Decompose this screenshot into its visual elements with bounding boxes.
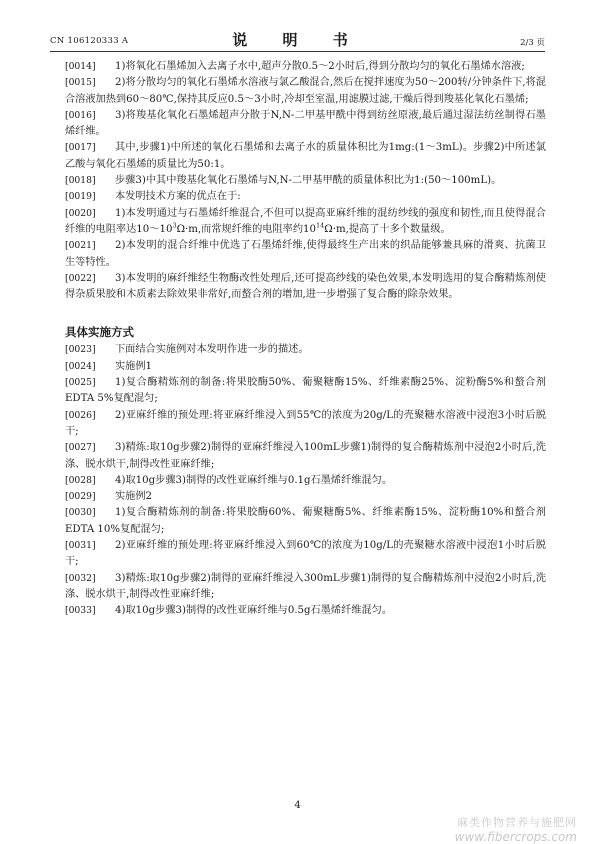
document-title: 说 明 书 xyxy=(232,31,363,49)
paragraph-number: [0021] xyxy=(65,240,96,252)
paragraph xyxy=(65,359,546,375)
paragraph-number: [0019] xyxy=(65,191,96,203)
paragraph-number: [0016] xyxy=(65,109,96,121)
paragraph-number: [0023] xyxy=(65,344,96,356)
superscript-exponent: 3 xyxy=(172,221,177,230)
page-number: 4 xyxy=(294,800,301,811)
publication-number: CN 106120333 A xyxy=(50,36,129,46)
paragraph-number: [0029] xyxy=(65,491,96,503)
page-indicator: 2/3 页 xyxy=(520,38,545,48)
paragraph-number: [0028] xyxy=(65,474,96,486)
paragraph-text: 2)将分散均匀的氧化石墨烯水溶液与氯乙酸混合,然后在搅拌速度为50～200转/分钟条件下,将混合溶液加热到60～80℃,保持其反应0.5～3小时,冷却至室温,用滤膜过滤,干燥后得到羧基化氧化石墨烯; xyxy=(65,77,546,105)
paragraph-text: 1)复合酶精炼剂的制备:将果胶酶50%、葡聚糖酶15%、纤维素酶25%、淀粉酶5%和螯合剂EDTA 5%复配混匀; xyxy=(65,377,546,405)
watermark-text: 麻类作物营养与施肥网 xyxy=(457,816,577,829)
watermark-url: www.fibercrops.com xyxy=(454,830,577,844)
paragraph-text: 3)本发明的麻纤维经生物酶改性处理后,还可提高纱线的染色效果,本发明选用的复合酶精炼剂使得杂质果胶和木质素去除效果非常好,而螯合剂的增加,进一步增强了复合酶的除杂效果。 xyxy=(65,272,546,301)
paragraph xyxy=(65,473,546,489)
paragraph-number: [0020] xyxy=(65,207,96,219)
paragraph-number: [0026] xyxy=(65,409,96,421)
paragraph-text: 步骤3)中其中羧基化氧化石墨烯与N,N-二甲基甲酰的质量体积比为1:(50～100mL)。 xyxy=(115,175,502,187)
section-title: 具体实施方式 xyxy=(65,325,134,340)
paragraph-text: 实施例2 xyxy=(115,491,153,503)
paragraph-number: [0024] xyxy=(65,360,96,372)
paragraph xyxy=(65,140,546,173)
paragraph-text: 1)将氧化石墨烯加入去离子水中,超声分散0.5～2小时后,得到分散均匀的氧化石墨烯水溶液; xyxy=(115,61,525,72)
paragraph-text: 下面结合实施例对本发明作进一步的描述。 xyxy=(115,344,309,356)
superscript-exponent: 14 xyxy=(316,221,325,230)
paragraph xyxy=(65,440,546,473)
document-body xyxy=(65,59,546,620)
paragraph xyxy=(65,342,546,358)
paragraph xyxy=(65,238,546,271)
paragraph-number: [0027] xyxy=(65,442,96,454)
paragraph-text: 1)复合酶精炼剂的制备:将果胶酶60%、葡聚糖酶5%、纤维素酶15%、淀粉酶10%和螯合剂EDTA 10%复配混匀; xyxy=(65,507,546,535)
paragraph-number: [0015] xyxy=(65,77,96,89)
paragraph xyxy=(65,189,546,205)
paragraph-text: 实施例1 xyxy=(115,360,153,372)
watermark xyxy=(455,814,577,844)
paragraph-list-embodiments xyxy=(65,342,546,619)
paragraph-text: 其中,步骤1)中所述的氧化石墨烯和去离子水的质量体积比为1mg:(1～3mL)。步骤2)中所述氯乙酸与氧化石墨烯的质量比为50:1。 xyxy=(65,142,546,170)
paragraph-text: 3)精炼:取10g步骤2)制得的亚麻纤维浸入300mL步骤1)制得的复合酶精炼剂中浸泡2小时后,洗涤、脱水烘干,制得改性亚麻纤维; xyxy=(65,572,546,600)
paragraph xyxy=(65,538,546,571)
paragraph xyxy=(65,59,546,75)
paragraph-number: [0017] xyxy=(65,142,96,154)
paragraph-text: 3)将羧基化氧化石墨烯超声分散于N,N-二甲基甲酰中得到纺丝原液,最后通过湿法纺丝制得石墨烯纤维。 xyxy=(65,109,546,138)
paragraph-number: [0022] xyxy=(65,272,96,284)
paragraph-list-summary xyxy=(65,59,546,303)
paragraph-text: 3)精炼:取10g步骤2)制得的亚麻纤维浸入100mL步骤1)制得的复合酶精炼剂中浸泡2小时后,洗涤、脱水烘干,制得改性亚麻纤维; xyxy=(65,442,546,470)
paragraph-text: 4)取10g步骤3)制得的改性亚麻纤维与0.5g石墨烯纤维混匀。 xyxy=(115,605,393,617)
paragraph-text: 2)本发明的混合纤维中优选了石墨烯纤维,使得最终生产出来的织品能够兼具麻的滑爽、抗菌卫生等特性。 xyxy=(65,240,546,268)
header-divider xyxy=(50,51,545,52)
paragraph xyxy=(65,173,546,189)
paragraph xyxy=(65,271,546,304)
paragraph xyxy=(65,206,546,239)
paragraph-number: [0031] xyxy=(65,540,96,552)
paragraph xyxy=(65,603,546,619)
paragraph-number: [0014] xyxy=(65,61,96,72)
paragraph-text: 本发明技术方案的优点在于: xyxy=(115,191,241,203)
page-header xyxy=(50,27,545,49)
paragraph-number: [0032] xyxy=(65,572,96,584)
paragraph-text: 2)亚麻纤维的预处理:将亚麻纤维浸入到55℃的浓度为20g/L的壳聚糖水溶液中浸泡3小时后脱干; xyxy=(65,409,546,437)
paragraph-number: [0033] xyxy=(65,605,96,617)
paragraph-text: Ω·m,而常规纤维的电阻率约10 xyxy=(176,223,316,235)
paragraph-number: [0030] xyxy=(65,507,96,519)
paragraph xyxy=(65,489,546,505)
paragraph-text: Ω·m,提高了十多个数量级。 xyxy=(324,223,451,235)
paragraph xyxy=(65,75,546,108)
paragraph xyxy=(65,408,546,441)
paragraph-number: [0025] xyxy=(65,377,96,389)
paragraph-text: 1)本发明通过与石墨烯纤维混合,不但可以提高亚麻纤维的混纺纱线的强度和韧性,而且使得混合纤维的电阻率达10～10 xyxy=(65,207,546,235)
paragraph xyxy=(65,108,546,141)
paragraph-number: [0018] xyxy=(65,175,96,187)
paragraph-text: 4)取10g步骤3)制得的改性亚麻纤维与0.1g石墨烯纤维混匀。 xyxy=(115,474,393,486)
paragraph xyxy=(65,375,546,408)
paragraph xyxy=(65,505,546,538)
paragraph xyxy=(65,571,546,604)
paragraph-text: 2)亚麻纤维的预处理:将亚麻纤维浸入到60℃的浓度为10g/L的壳聚糖水溶液中浸泡1小时后脱干; xyxy=(65,540,546,568)
